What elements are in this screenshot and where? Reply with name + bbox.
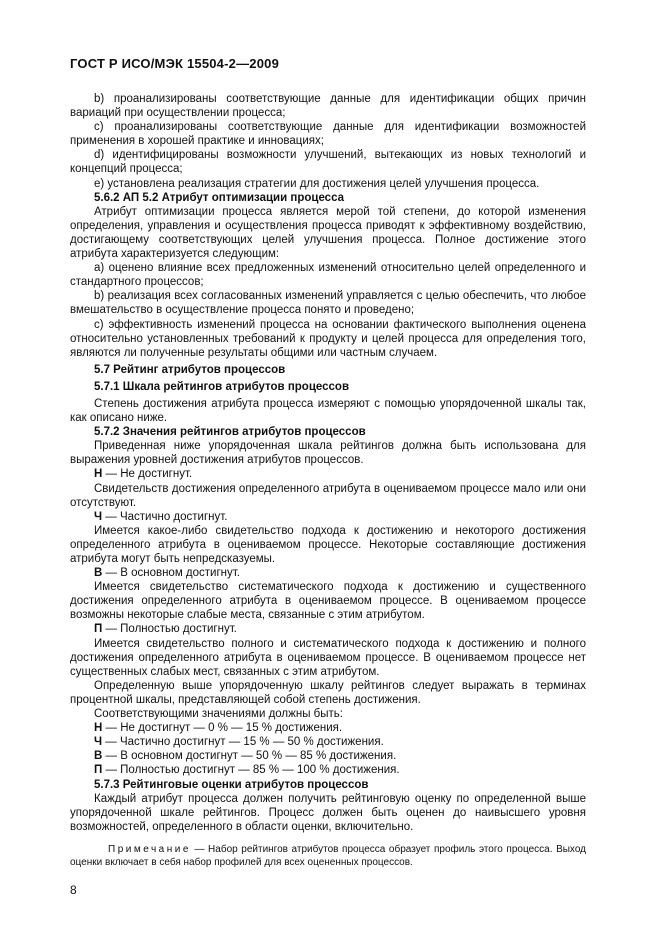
page-number: 8 (70, 883, 77, 898)
rating-term (70, 735, 586, 749)
body-paragraph: c) проанализированы соответствующие данные для идентификации возможностей применения в хорошей практике и инновациях; (70, 121, 586, 148)
section-heading: 5.7.3 Рейтинговые оценки атрибутов процессов (94, 778, 369, 791)
rating-letter: В (94, 750, 103, 763)
rating-letter: П (94, 623, 103, 636)
note-paragraph (70, 843, 586, 869)
body-paragraph: Имеется какое-либо свидетельство подхода к достижению и некоторого достижения определенного атрибута в оцениваемом процессе. Некоторые составляющие достижения атрибута могут быть непредсказуемы. (70, 524, 586, 565)
rating-letter: Н (94, 722, 103, 735)
section-heading: 5.6.2 АП 5.2 Атрибут оптимизации процесса (94, 191, 345, 204)
note-text: — Набор рейтингов атрибутов процесса образует профиль этого процесса. Выход оценки включает в себя набор профилей для всех оцененных процессов. (70, 843, 586, 869)
section-heading: 5.7.2 Значения рейтингов атрибутов процессов (94, 426, 366, 439)
body-paragraph: Приведенная ниже упорядоченная шкала рейтингов должна быть использована для выражения уровней достижения атрибутов процессов. (70, 440, 586, 467)
body-paragraph: Каждый атрибут процесса должен получить рейтинговую оценку по определенной выше упорядоченной шкале рейтингов. Процесс должен быть оценен до наивысшего уровня возможностей, определенного в области оценки, включительно. (70, 792, 586, 833)
rating-term (70, 622, 586, 636)
body-paragraph: d) идентифицированы возможности улучшений, вытекающих из новых технологий и концепций процесса; (70, 149, 586, 176)
rating-text: — В основном достигнут — 50 % — 85 % достижения. (102, 750, 397, 763)
body-paragraph: a) оценено влияние всех предложенных изменений относительно целей определенного и стандартного процессов; (70, 262, 586, 289)
rating-term (70, 763, 586, 777)
rating-text: — Полностью достигнут — 85 % — 100 % достижения. (102, 764, 400, 777)
rating-text: — В основном достигнут. (102, 567, 240, 580)
rating-letter: Ч (94, 736, 103, 749)
running-header: ГОСТ Р ИСО/МЭК 15504-2—2009 (70, 56, 279, 71)
body-paragraph: b) проанализированы соответствующие данные для идентификации общих причин вариаций при осуществлении процесса; (70, 93, 586, 120)
body-paragraph: Атрибут оптимизации процесса является мерой той степени, до которой изменения определения, управления и осуществления процесса приводят к эффективному воздействию, достигающему соответствующих целей улучшения процесса. Полное достижение этого атрибута характеризуется следующим: (70, 205, 586, 261)
rating-letter: Ч (94, 510, 103, 523)
body-paragraph: Соответствующими значениями должны быть: (94, 708, 343, 721)
rating-term (70, 721, 586, 735)
section-heading: 5.7 Рейтинг атрибутов процессов (94, 363, 286, 376)
rating-text: — Не достигнут — 0 % — 15 % достижения. (102, 722, 343, 735)
section-heading: 5.7.1 Шкала рейтингов атрибутов процессов (94, 380, 350, 393)
rating-letter: П (94, 764, 103, 777)
body-paragraph: Свидетельств достижения определенного атрибута в оцениваемом процессе мало или они отсутствуют. (70, 482, 586, 509)
body-paragraph: b) реализация всех согласованных изменений управляется с целью обеспечить, что любое вмешательство в осуществление процесса понято и проведено; (70, 290, 586, 317)
rating-text: — Частично достигнут. (102, 510, 228, 523)
body-paragraph: e) установлена реализация стратегии для достижения целей улучшения процесса. (94, 177, 540, 190)
note-label: Примечание (108, 843, 191, 855)
rating-text: — Полностью достигнут. (102, 623, 237, 636)
rating-text: — Частично достигнут — 15 % — 50 % достижения. (102, 736, 384, 749)
rating-text: — Не достигнут. (102, 468, 193, 481)
rating-letter: Н (94, 468, 103, 481)
rating-term (70, 510, 586, 524)
body-paragraph: Определенную выше упорядоченную шкалу рейтингов следует выражать в терминах процентной шкалы, представляющей собой степень достижения. (70, 679, 586, 706)
document-body (70, 92, 586, 834)
body-paragraph: Имеется свидетельство полного и систематического подхода к достижению и полного достижения определенного атрибута в оцениваемом процессе. В оцениваемом процессе нет существенных слабых мест, связанных с этим атрибутом. (70, 637, 586, 678)
body-paragraph: Степень достижения атрибута процесса измеряют с помощью упорядоченной шкалы так, как описано ниже. (70, 397, 586, 425)
body-paragraph: Имеется свидетельство систематического подхода к достижению и существенного достижения определенного атрибута в оцениваемом процессе. В оцениваемом процессе возможны некоторые слабые места, связанные с этим атрибутом. (70, 581, 586, 622)
rating-term (70, 749, 586, 763)
rating-term (70, 467, 586, 481)
rating-letter: В (94, 567, 103, 580)
body-paragraph: c) эффективность изменений процесса на основании фактического выполнения оценена относительно установленных требований к продукту и целей процесса для определения того, являются ли полученные результаты общими или частным случаем. (70, 318, 586, 359)
rating-term (70, 566, 586, 580)
